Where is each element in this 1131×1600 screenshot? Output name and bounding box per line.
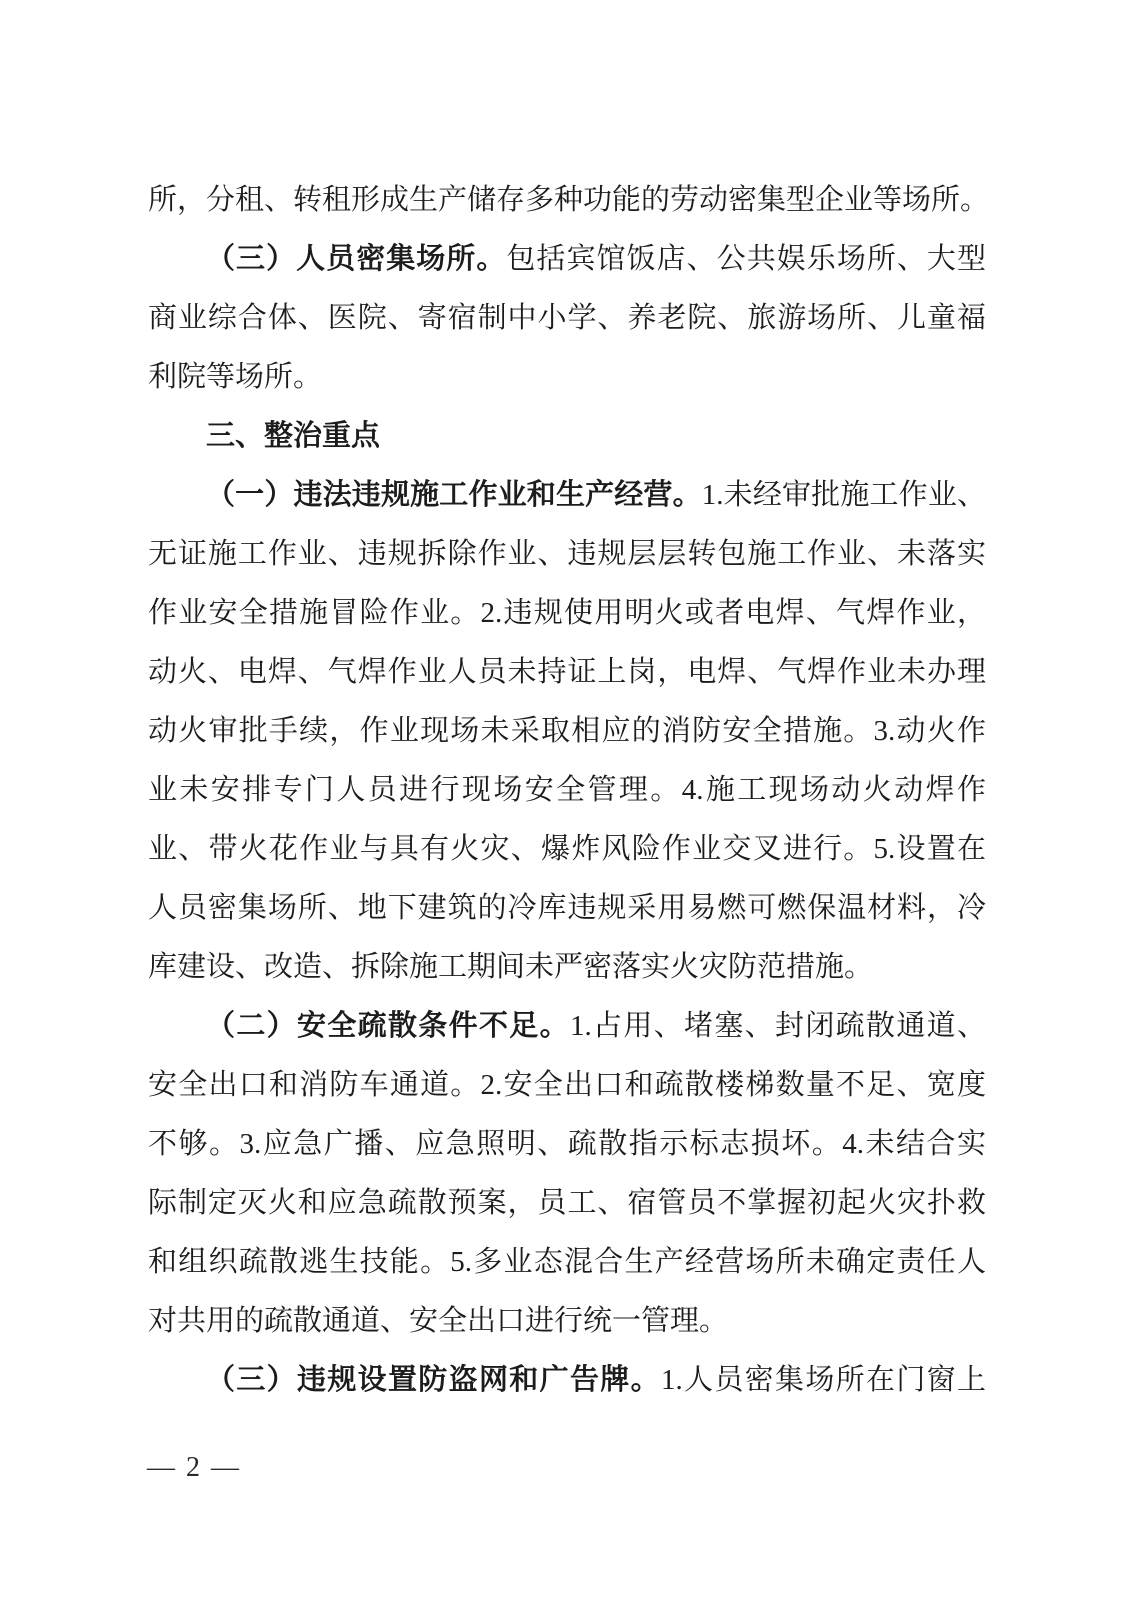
body-text: 商业综合体、医院、寄宿制中小学、养老院、旅游场所、儿童福: [148, 302, 986, 334]
body-text: 利院等场所。: [148, 361, 323, 393]
body-text: 1.占用、堵塞、封闭疏散通道、: [569, 1010, 986, 1042]
para-key-point-2-line: [148, 1233, 986, 1292]
para-key-point-2-line: [148, 997, 986, 1056]
para-key-point-3-line: [148, 1351, 986, 1410]
para-key-point-1-line: [148, 761, 986, 820]
body-text: 和组织疏散逃生技能。5.多业态混合生产经营场所未确定责任人: [148, 1246, 986, 1278]
run-in-heading-text: （三）违规设置防盗网和广告牌。: [206, 1364, 661, 1396]
body-text: 1.未经审批施工作业、: [701, 479, 986, 511]
body-text: 所，分租、转租形成生产储存多种功能的劳动密集型企业等场所。: [148, 184, 990, 216]
para-key-point-1-line: [148, 938, 986, 997]
run-in-heading-text: 三、整治重点: [206, 420, 381, 452]
run-in-heading-text: （二）安全疏散条件不足。: [206, 1010, 570, 1042]
para-key-point-1-line: [148, 643, 986, 702]
body-text: 人员密集场所、地下建筑的冷库违规采用易燃可燃保温材料，冷: [148, 892, 986, 924]
para-item-3-places-line: [148, 289, 986, 348]
body-text: 动火、电焊、气焊作业人员未持证上岗，电焊、气焊作业未办理: [148, 656, 986, 688]
para-key-point-1-line: [148, 702, 986, 761]
body-text: 动火审批手续，作业现场未采取相应的消防安全措施。3.动火作: [148, 715, 986, 747]
para-key-point-2-line: [148, 1056, 986, 1115]
run-in-heading-text: （一）违法违规施工作业和生产经营。: [206, 479, 702, 511]
para-key-point-1-line: [148, 879, 986, 938]
body-text: 库建设、改造、拆除施工期间未严密落实火灾防范措施。: [148, 951, 874, 983]
body-text: 际制定灭火和应急疏散预案，员工、宿管员不掌握初起火灾扑救: [148, 1187, 986, 1219]
body-text: 作业安全措施冒险作业。2.违规使用明火或者电焊、气焊作业，: [148, 597, 986, 629]
para-key-point-2-line: [148, 1174, 986, 1233]
body-text: 无证施工作业、违规拆除作业、违规层层转包施工作业、未落实: [148, 538, 986, 570]
body-text: 安全出口和消防车通道。2.安全出口和疏散楼梯数量不足、宽度: [148, 1069, 986, 1101]
para-item-3-places-line: [148, 348, 986, 407]
body-text: 1.人员密集场所在门窗上: [660, 1364, 986, 1396]
para-item-3-places-line: [148, 230, 986, 289]
para-key-point-1-line: [148, 820, 986, 879]
para-key-point-1-line: [148, 525, 986, 584]
para-key-point-2-line: [148, 1292, 986, 1351]
para-continuation-line: [148, 171, 990, 230]
body-text: 包括宾馆饭店、公共娱乐场所、大型: [506, 243, 986, 275]
body-text: 不够。3.应急广播、应急照明、疏散指示标志损坏。4.未结合实: [148, 1128, 986, 1160]
run-in-heading-text: （三）人员密集场所。: [206, 243, 507, 275]
body-text: 业未安排专门人员进行现场安全管理。4.施工现场动火动焊作: [148, 774, 986, 806]
para-key-point-1-line: [148, 584, 986, 643]
body-text: 业、带火花作业与具有火灾、爆炸风险作业交叉进行。5.设置在: [148, 833, 986, 865]
page-number: — 2 —: [147, 1452, 241, 1483]
section-heading-3: [148, 407, 986, 466]
para-key-point-2-line: [148, 1115, 986, 1174]
body-text: 对共用的疏散通道、安全出口进行统一管理。: [148, 1305, 729, 1337]
para-key-point-1-line: [148, 466, 986, 525]
document-body: [148, 171, 990, 1410]
